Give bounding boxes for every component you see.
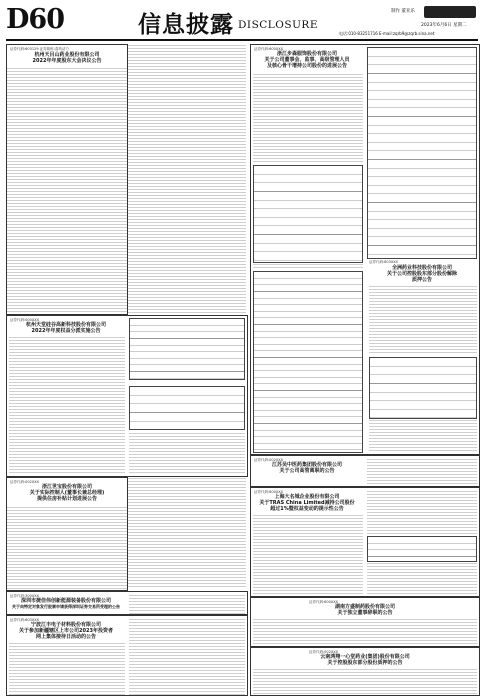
holdings-table <box>367 47 477 259</box>
announcement-title-line: 关于TRAS China Limited减持公司股份 <box>259 500 355 506</box>
announcement-title-line: 质押公告 <box>411 277 432 283</box>
body-text <box>367 490 477 534</box>
holdings-table <box>253 165 363 263</box>
stock-code-line: 证券代码:002XXX <box>309 650 339 654</box>
dividend-table <box>129 318 245 380</box>
announcement-title-line: 江苏吴中医药集团股份有限公司 <box>271 462 342 468</box>
masthead-logo <box>424 6 476 18</box>
date-line: 2023年6月6日 星期二 <box>421 23 467 28</box>
body-text <box>253 618 477 646</box>
editor-line: 制作 董亚乐 <box>391 9 415 14</box>
announcement-title-line: 关于独立董事辞职的公告 <box>337 610 393 616</box>
announcement-block <box>6 477 128 591</box>
announcement-title-line: 湖南方盛制药股份有限公司 <box>334 604 395 610</box>
announcement-block <box>250 44 480 455</box>
announcement-title-line: 云南鸿翔一心堂药业(集团)股份有限公司 <box>320 654 410 660</box>
stock-code-line: 证券代码:002XXX <box>10 480 40 484</box>
announcement-title-line: 关于公司高管离职的公告 <box>279 468 335 474</box>
announcement-block <box>250 455 480 487</box>
body-text <box>253 73 363 163</box>
page-header <box>0 0 484 48</box>
stock-code-line: 证券代码:603XXX <box>369 260 399 264</box>
body-text <box>7 67 127 314</box>
announcement-block <box>250 487 480 597</box>
announcement-title-line: 上海大名城企业股份有限公司 <box>274 494 340 500</box>
announcement-block <box>250 647 480 696</box>
announcement-title-line: 杭州天堂硅谷高新科技股份有限公司 <box>25 322 106 328</box>
announcement-title-line: 超过1%暨权益变动的提示性公告 <box>270 506 344 512</box>
announcement-block <box>6 615 248 696</box>
header-rule <box>6 39 478 41</box>
stock-code-line: 证券代码:300XXX <box>10 594 40 598</box>
stock-code-line: 证券代码:000XXX <box>10 318 40 322</box>
continuation-text-column <box>128 44 246 313</box>
announcement-title-line: 及核心骨干增持公司股份的进展公告 <box>266 63 347 69</box>
body-text <box>7 506 127 590</box>
announcement-title-line: 深圳市捷佳伟创新能源装备股份有限公司 <box>20 598 111 604</box>
body-text <box>253 668 477 695</box>
stock-code-line: 证券代码:603XXX <box>10 618 40 622</box>
announcement-title-line: 2022年年度权益分派实施公告 <box>31 328 101 334</box>
announcement-title-line: 关于控股股东部分股份质押的公告 <box>327 660 403 666</box>
body-text <box>253 514 363 596</box>
body-text <box>129 594 245 614</box>
announcement-title-line: 全洲药业科技股份有限公司 <box>391 265 452 271</box>
announcement-title-line: 关于公司董事会、监事、高级管理人员 <box>264 57 350 63</box>
announcement-title-line: 杭州天目山药业股份有限公司 <box>34 52 100 58</box>
announcement-title-line: 网上集体接待日活动的公告 <box>35 634 96 640</box>
body-text <box>9 642 125 695</box>
body-text <box>367 562 477 596</box>
announcement-title-line: 提供住房补贴计划进展公告 <box>36 496 97 502</box>
body-text <box>367 458 477 486</box>
announcement-title-line: 关于参加新疆辖区上市公司2023年投资者 <box>19 628 113 634</box>
announcement-block <box>6 591 248 615</box>
body-text <box>128 44 246 313</box>
stock-code-line: 证券代码:600XXX <box>254 490 284 494</box>
stock-code-line: 证券代码:600XXX <box>254 47 284 51</box>
equity-change-table <box>367 536 477 562</box>
body-text <box>369 419 477 451</box>
announcement-title-line: 关于向特定对象发行股票申请获得深圳证券交易所受理的公告 <box>12 604 120 609</box>
section-title: 信息披露 <box>138 11 234 38</box>
body-text <box>253 263 363 269</box>
section-title-en: DISCLOSURE <box>238 19 318 31</box>
dividend-table <box>129 386 245 430</box>
announcement-title-line: 浙江步森服饰股份有限公司 <box>276 51 337 57</box>
pledge-table <box>369 357 477 419</box>
announcement-title-line: 2022年年度股东大会决议公告 <box>32 58 102 64</box>
body-text <box>129 432 245 474</box>
holdings-table <box>253 271 363 453</box>
body-text <box>128 477 246 589</box>
announcement-title-line: 关于公司控股股东部分股份解除 <box>386 271 457 277</box>
continuation-text-column <box>128 477 246 589</box>
stock-code-line: 证券代码:603129 证券简称:春风动力 <box>10 47 69 51</box>
announcement-title-line: 浙江世宝股份有限公司 <box>41 484 92 490</box>
announcement-block <box>6 315 248 477</box>
stock-code-line: 证券代码:600XXX <box>309 600 339 604</box>
announcement-title-line: 宁波江丰电子材料股份有限公司 <box>30 622 101 628</box>
stock-code-line: 证券代码:002XXX <box>254 458 284 462</box>
page-number: D60 <box>6 4 64 35</box>
announcement-title-line: 关于实际控制人(董事长兼总经理) <box>29 490 105 496</box>
contact-line: 电话:010-83251716 E-mail:zqrb9@zqrb.sina.net <box>339 31 435 36</box>
body-text <box>9 336 125 474</box>
body-text <box>369 285 477 355</box>
body-text <box>129 618 245 695</box>
announcement-block <box>250 597 480 647</box>
announcement-block <box>6 44 128 315</box>
